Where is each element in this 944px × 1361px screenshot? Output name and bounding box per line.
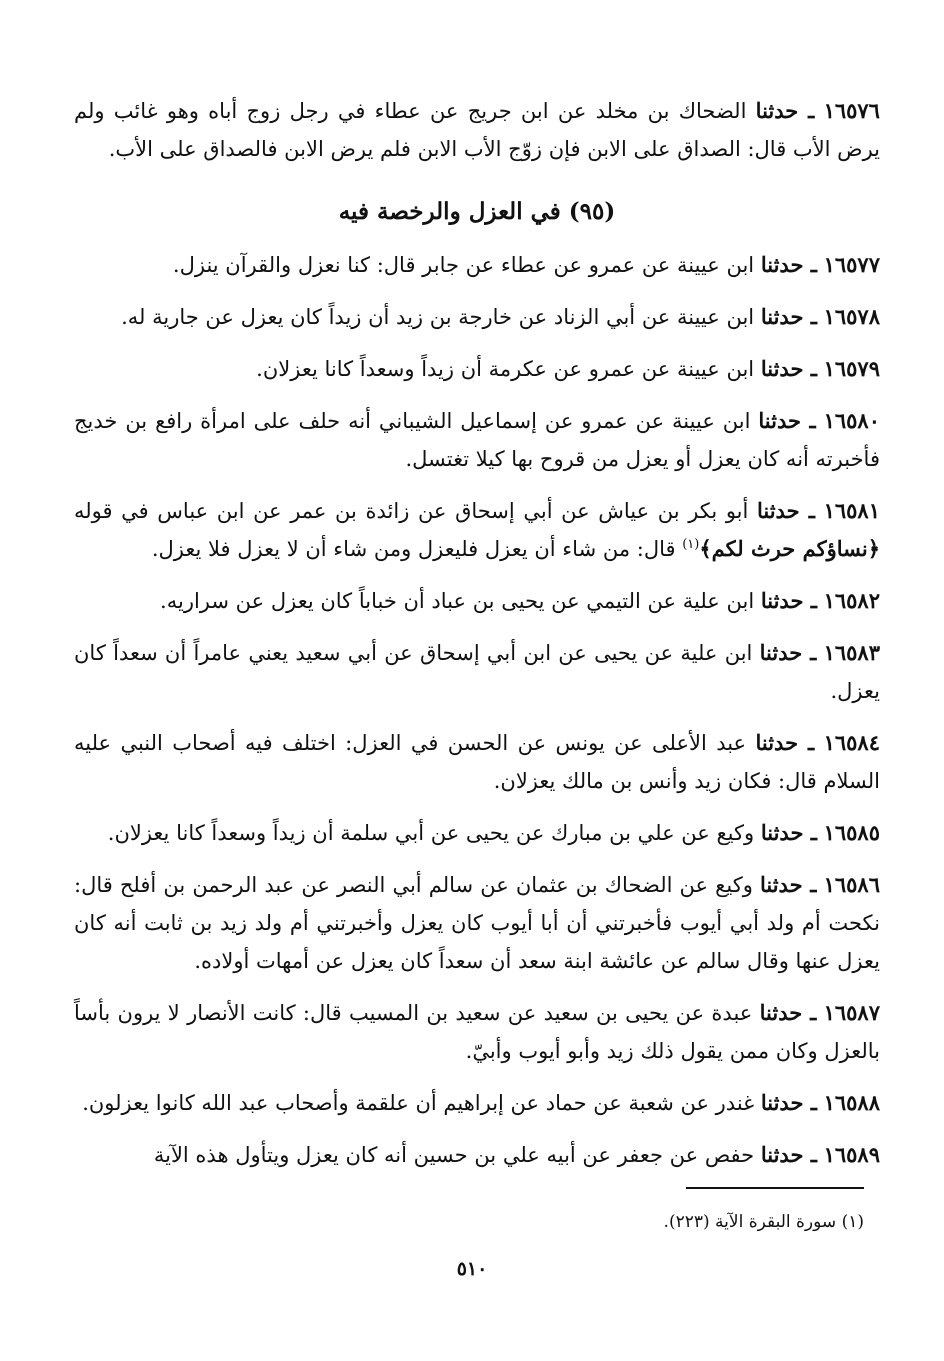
hadith-paragraph-16588: ١٦٥٨٨ ـ حدثنا غندر عن شعبة عن حماد عن إبراهيم أن علقمة وأصحاب عبد الله كانوا يعزلون. — [82, 1090, 880, 1115]
hadith-text: عبدة عن يحيى بن سعيد عن سعيد بن المسيب قال: كانت الأنصار لا يرون بأساً بالعزل وكان ممن يقول ذلك زيد وأبو أيوب وأبيّ. — [74, 1001, 880, 1063]
hadith-paragraph-16587: ١٦٥٨٧ ـ حدثنا عبدة عن يحيى بن سعيد عن سعيد بن المسيب قال: كانت الأنصار لا يرون بأساً بالعزل وكان ممن يقول ذلك زيد وأبو أيوب وأبيّ. — [74, 1000, 880, 1063]
hadith-paragraph-16584: ١٦٥٨٤ ـ حدثنا عبد الأعلى عن يونس عن الحسن في العزل: اختلف فيه أصحاب النبي عليه السلام قال: فكان زيد وأنس بن مالك يعزلان. — [74, 730, 880, 793]
footnote-divider — [686, 1187, 864, 1189]
hadith-paragraph-16577: ١٦٥٧٧ ـ حدثنا ابن عيينة عن عمرو عن عطاء عن جابر قال: كنا نعزل والقرآن ينزل. — [172, 252, 880, 277]
hadith-number: ١٦٥٨٠ — [823, 408, 880, 433]
hadith-text: وكيع عن الضحاك بن عثمان عن سالم أبي النصر عن عبد الرحمن بن أفلح قال: نكحت أم ولد أبي أيوب فأخبرتني أن أبا أيوب كان يعزل وأخبرتني أم ولد زيد بن ثابت أنه كان يعزل عنها وقال سالم عن عائشة ابنة سعد أن سعداً كان يعزل عن أمهات أولاده. — [74, 873, 880, 973]
hadith-paragraph-16578: ١٦٥٧٨ ـ حدثنا ابن عيينة عن أبي الزناد عن خارجة بن زيد أن زيداً كان يعزل عن جارية له. — [121, 304, 880, 329]
hadith-number: ١٦٥٨٧ — [823, 1000, 880, 1025]
hadith-number: ١٦٥٨٢ — [823, 588, 880, 613]
hadith-number: ١٦٥٨١ — [823, 498, 880, 523]
hadith-text: الضحاك بن مخلد عن ابن جريج عن عطاء في رجل زوج أباه وهو غائب ولم يرض الأب قال: الصداق على الابن فإن زوّج الأب الابن فلم يرض الابن فالصداق على الأب. — [74, 99, 880, 161]
footnote-reference: (١) — [682, 537, 700, 552]
hadith-paragraph-16583: ١٦٥٨٣ ـ حدثنا ابن علية عن يحيى عن ابن أبي إسحاق عن أبي سعيد يعني عامراً أن سعداً كان يعزل. — [74, 640, 880, 703]
hadith-lead: حدثنا — [759, 1000, 803, 1025]
hadith-paragraph-16581: ١٦٥٨١ ـ حدثنا أبو بكر بن عياش عن أبي إسحاق عن زائدة بن عمر عن ابن عباس في قوله ﴿نساؤكم حرث لكم﴾$^{(١)}$ قال: من شاء أن يعزل فليعزل ومن شاء أن لا يعزل فلا يعزل. — [74, 498, 880, 561]
hadith-number: ١٦٥٧٩ — [823, 356, 880, 381]
hadith-number: ١٦٥٨٥ — [823, 820, 880, 845]
hadith-text: وكيع عن علي بن مبارك عن يحيى عن أبي سلمة أن زيداً وسعداً كانا يعزلان. — [107, 821, 755, 845]
hadith-lead: حدثنا — [760, 588, 804, 613]
hadith-number: ١٦٥٨٨ — [823, 1090, 880, 1115]
hadith-lead: حدثنا — [760, 356, 804, 381]
hadith-text: أبو بكر بن عياش عن أبي إسحاق عن زائدة بن عمر عن ابن عباس في قوله — [74, 499, 749, 523]
hadith-number: ١٦٥٧٦ — [823, 98, 880, 123]
page-number: ٥١٠ — [456, 1258, 488, 1280]
hadith-text: ابن علية عن يحيى عن ابن أبي إسحاق عن أبي سعيد يعني عامراً أن سعداً كان يعزل. — [74, 641, 880, 703]
hadith-lead: حدثنا — [756, 498, 800, 523]
hadith-text: غندر عن شعبة عن حماد عن إبراهيم أن علقمة وأصحاب عبد الله كانوا يعزلون. — [82, 1091, 755, 1115]
hadith-lead: حدثنا — [760, 1090, 804, 1115]
hadith-paragraph-16586: ١٦٥٨٦ ـ حدثنا وكيع عن الضحاك بن عثمان عن سالم أبي النصر عن عبد الرحمن بن أفلح قال: نكحت أم ولد أبي أيوب فأخبرتني أن أبا أيوب كان يعزل وأخبرتني أم ولد زيد بن ثابت أنه كان يعزل عنها وقال سالم عن عائشة ابنة سعد أن سعداً كان يعزل عن أمهات أولاده. — [74, 872, 880, 973]
hadith-lead: حدثنا — [755, 98, 799, 123]
hadith-text: ابن عيينة عن عمرو عن إسماعيل الشيباني أنه حلف على امرأة رافع بن خديج فأخبرته أنه كان يعزل أو يعزل من قروح بها كيلا تغتسل. — [74, 409, 880, 471]
hadith-lead: حدثنا — [759, 640, 803, 665]
hadith-number: ١٦٥٨٦ — [823, 872, 880, 897]
hadith-paragraph-16585: ١٦٥٨٥ ـ حدثنا وكيع عن علي بن مبارك عن يحيى عن أبي سلمة أن زيداً وسعداً كانا يعزلان. — [107, 820, 880, 845]
hadith-text: ابن عيينة عن عمرو عن عطاء عن جابر قال: كنا نعزل والقرآن ينزل. — [172, 253, 755, 277]
hadith-text: ابن علية عن التيمي عن يحيى بن عباد أن خباباً كان يعزل عن سراريه. — [160, 589, 755, 613]
hadith-lead: حدثنا — [755, 730, 799, 755]
footnote: (١) سورة البقرة الآية (٢٢٣). — [663, 1212, 864, 1232]
hadith-paragraph-16589: ١٦٥٨٩ ـ حدثنا حفص عن جعفر عن أبيه علي بن حسين أنه كان يعزل ويتأول هذه الآية — [153, 1142, 880, 1167]
hadith-lead: حدثنا — [760, 1142, 804, 1167]
hadith-number: ١٦٥٨٤ — [823, 730, 880, 755]
hadith-number: ١٦٥٨٩ — [823, 1142, 880, 1167]
hadith-text-continued: قال: من شاء أن يعزل فليعزل ومن شاء أن لا يعزل فلا يعزل. — [151, 537, 676, 561]
hadith-text: ابن عيينة عن أبي الزناد عن خارجة بن زيد أن زيداً كان يعزل عن جارية له. — [121, 305, 755, 329]
hadith-paragraph-16576: ١٦٥٧٦ ـ حدثنا الضحاك بن مخلد عن ابن جريج عن عطاء في رجل زوج أباه وهو غائب ولم يرض الأب قال: الصداق على الابن فإن زوّج الأب الابن فلم يرض الابن فالصداق على الأب. — [74, 98, 880, 161]
hadith-lead: حدثنا — [760, 304, 804, 329]
hadith-lead: حدثنا — [759, 872, 803, 897]
hadith-lead: حدثنا — [760, 820, 804, 845]
hadith-text: عبد الأعلى عن يونس عن الحسن في العزل: اختلف فيه أصحاب النبي عليه السلام قال: فكان زيد وأنس بن مالك يعزلان. — [74, 731, 880, 793]
hadith-lead: حدثنا — [758, 408, 801, 433]
quran-verse: ﴿نساؤكم حرث لكم﴾ — [699, 536, 880, 561]
page-body — [74, 92, 880, 1188]
hadith-number: ١٦٥٧٧ — [823, 252, 880, 277]
hadith-number: ١٦٥٨٣ — [823, 640, 880, 665]
section-heading: (٩٥) في العزل والرخصة فيه — [338, 198, 616, 225]
hadith-paragraph-16582: ١٦٥٨٢ ـ حدثنا ابن علية عن التيمي عن يحيى بن عباد أن خباباً كان يعزل عن سراريه. — [160, 588, 880, 613]
hadith-number: ١٦٥٧٨ — [823, 304, 880, 329]
hadith-text: ابن عيينة عن عمرو عن عكرمة أن زيداً وسعداً كانا يعزلان. — [256, 357, 755, 381]
hadith-lead: حدثنا — [760, 252, 804, 277]
hadith-paragraph-16579: ١٦٥٧٩ ـ حدثنا ابن عيينة عن عمرو عن عكرمة أن زيداً وسعداً كانا يعزلان. — [256, 356, 880, 381]
hadith-text: حفص عن جعفر عن أبيه علي بن حسين أنه كان يعزل ويتأول هذه الآية — [153, 1143, 755, 1167]
hadith-paragraph-16580: ١٦٥٨٠ ـ حدثنا ابن عيينة عن عمرو عن إسماعيل الشيباني أنه حلف على امرأة رافع بن خديج فأخبرته أنه كان يعزل أو يعزل من قروح بها كيلا تغتسل. — [74, 408, 880, 471]
